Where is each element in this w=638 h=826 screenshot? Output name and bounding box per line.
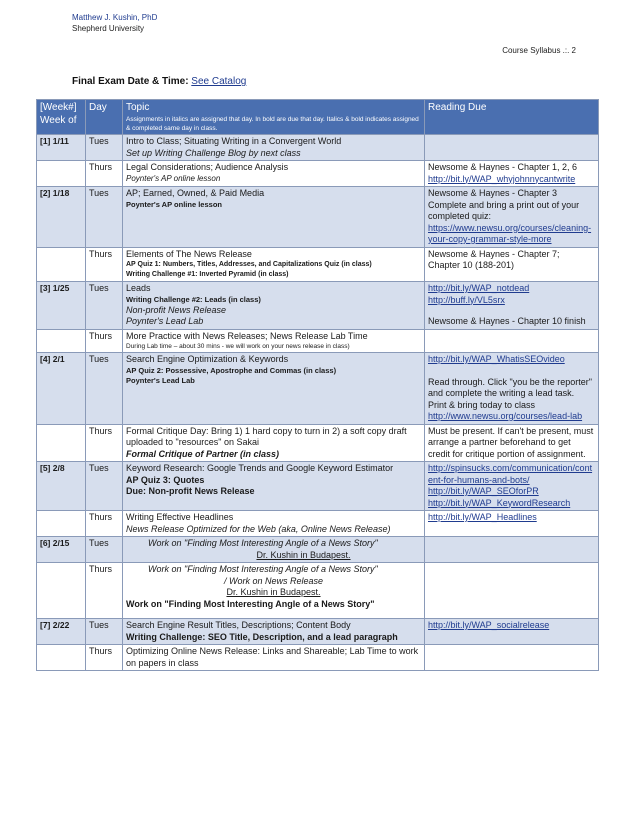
page-label: Course Syllabus .:. 2 [502,46,576,55]
topic-cell: Elements of The News Release AP Quiz 1: Numbers, Titles, Addresses, and Capitalizations Quiz (in class) Writing Challenge #1: Inverted Pyramid (in class) [123,247,425,282]
reading-link[interactable]: http://spinsucks.com/communication/content-for-humans-and-bots/ [428,463,593,485]
reading-link[interactable]: http://bit.ly/WAP_WhatisSEOvideo [428,354,565,364]
topic-cell: Work on "Finding Most Interesting Angle of a News Story" Dr. Kushin in Budapest. [123,537,425,563]
topic-cell: Legal Considerations; Audience Analysis Poynter's AP online lesson [123,161,425,187]
week-cell [37,645,86,671]
reading-cell [425,462,599,511]
header-topic: Topic Assignments in italics are assigned that day. In bold are due that day. Italics & bold indicates assigned & completed same day in class. [123,100,425,135]
university-name: Shepherd University [72,24,145,33]
header-topic-note: Assignments in italics are assigned that day. In bold are due that day. Italics & bold indicates assigned & completed same day in class. [126,116,419,132]
reading-cell: Newsome & Haynes - Chapter 1, 2, 6 http://bit.ly/WAP_whyjohnnycantwrite [425,161,599,187]
week-cell [37,329,86,353]
table-row [37,619,599,645]
reading-cell [425,645,599,671]
reading-link[interactable]: http://bit.ly/WAP_notdead [428,283,530,293]
day-cell: Tues [86,282,123,330]
reading-cell [425,619,599,645]
day-cell: Tues [86,353,123,425]
reading-cell [425,511,599,537]
topic-cell: Intro to Class; Situating Writing in a Convergent World Set up Writing Challenge Blog by next class [123,135,425,161]
topic-cell: Keyword Research: Google Trends and Google Keyword Estimator AP Quiz 3: Quotes Due: Non-profit News Release [123,462,425,511]
header-day: Day [86,100,123,135]
week-cell: [2] 1/18 [37,187,86,248]
week-cell: [1] 1/11 [37,135,86,161]
table-row [37,329,599,353]
topic-cell: Work on "Finding Most Interesting Angle of a News Story" / Work on News Release Dr. Kushin in Budapest. Work on "Finding Most Interesting Angle of a News Story" [123,563,425,619]
reading-cell [425,563,599,619]
day-cell: Thurs [86,424,123,462]
day-cell: Tues [86,537,123,563]
table-header-row [37,100,599,135]
reading-link[interactable]: http://buff.ly/VL5srx [428,294,505,305]
reading-link[interactable]: http://www.newsu.org/courses/lead-lab [428,411,583,421]
week-cell [37,161,86,187]
topic-cell: Search Engine Result Titles, Descriptions; Content Body Writing Challenge: SEO Title, Description, and a lead paragraph [123,619,425,645]
reading-link[interactable]: https://www.newsu.org/courses/cleaning-your-copy-grammar-style-more [428,222,592,244]
reading-cell: Newsome & Haynes - Chapter 7; Chapter 10 (188-201) [425,247,599,282]
week-cell: [3] 1/25 [37,282,86,330]
reading-link[interactable]: http://bit.ly/WAP_Headlines [428,512,537,522]
schedule-table [36,99,599,671]
reading-link[interactable]: http://bit.ly/WAP_whyjohnnycantwrite [428,173,576,184]
day-cell: Thurs [86,161,123,187]
reading-cell [425,135,599,161]
day-cell: Thurs [86,329,123,353]
table-row [37,462,599,511]
final-exam-label: Final Exam Date & Time: [72,76,192,87]
week-cell: [7] 2/22 [37,619,86,645]
day-cell: Thurs [86,511,123,537]
header-reading: Reading Due [425,100,599,135]
reading-link[interactable]: http://bit.ly/WAP_KeywordResearch [428,497,571,508]
day-cell: Tues [86,462,123,511]
day-cell: Tues [86,619,123,645]
topic-cell: Search Engine Optimization & Keywords AP Quiz 2: Possessive, Apostrophe and Commas (in class) Poynter's Lead Lab [123,353,425,425]
table-row [37,282,599,330]
week-cell [37,424,86,462]
reading-cell: http://bit.ly/WAP_WhatisSEOvideo Read through. Click "you be the reporter" and complete the writing a lead task. Print & bring today to class http://www.newsu.org/courses/lead-lab [425,353,599,425]
final-exam-line [72,76,246,87]
reading-cell [425,537,599,563]
see-catalog-link[interactable]: See Catalog [191,76,247,87]
header-week: [Week#] Week of [37,100,86,135]
reading-link[interactable]: http://bit.ly/WAP_socialrelease [428,620,550,630]
topic-cell: Writing Effective Headlines News Release Optimized for the Web (aka, Online News Release) [123,511,425,537]
table-row [37,353,599,425]
reading-link[interactable]: http://bit.ly/WAP_SEOforPR [428,486,539,496]
table-row [37,135,599,161]
week-cell [37,563,86,619]
topic-cell: Formal Critique Day: Bring 1) 1 hard copy to turn in 2) a soft copy draft uploaded to "resources" on Sakai Formal Critique of Partner (in class) [123,424,425,462]
table-row [37,563,599,619]
table-row [37,537,599,563]
week-cell: [5] 2/8 [37,462,86,511]
table-row [37,424,599,462]
topic-cell: More Practice with News Releases; News Release Lab Time During Lab time – about 30 mins - we will work on your news release in class) [123,329,425,353]
reading-cell: http://bit.ly/WAP_notdead http://buff.ly/VL5srx Newsome & Haynes - Chapter 10 finish [425,282,599,330]
table-row [37,511,599,537]
topic-cell: AP; Earned, Owned, & Paid Media Poynter's AP online lesson [123,187,425,248]
day-cell: Thurs [86,563,123,619]
table-row [37,187,599,248]
week-cell: [4] 2/1 [37,353,86,425]
day-cell: Thurs [86,247,123,282]
day-cell: Tues [86,187,123,248]
day-cell: Thurs [86,645,123,671]
topic-cell: Leads Writing Challenge #2: Leads (in class) Non-profit News Release Poynter's Lead Lab [123,282,425,330]
topic-cell: Optimizing Online News Release: Links and Shareable; Lab Time to work on papers in class [123,645,425,671]
reading-cell: Must be present. If can't be present, must arrange a partner beforehand to get credit for critique portion of assignment. [425,424,599,462]
day-cell: Tues [86,135,123,161]
table-row [37,247,599,282]
reading-cell: Newsome & Haynes - Chapter 3 Complete and bring a print out of your completed quiz: https://www.newsu.org/courses/cleaning-your-copy-grammar-style-more [425,187,599,248]
reading-cell [425,329,599,353]
table-row [37,645,599,671]
week-cell [37,511,86,537]
author-name: Matthew J. Kushin, PhD [72,13,158,22]
week-cell [37,247,86,282]
week-cell: [6] 2/15 [37,537,86,563]
table-row [37,161,599,187]
